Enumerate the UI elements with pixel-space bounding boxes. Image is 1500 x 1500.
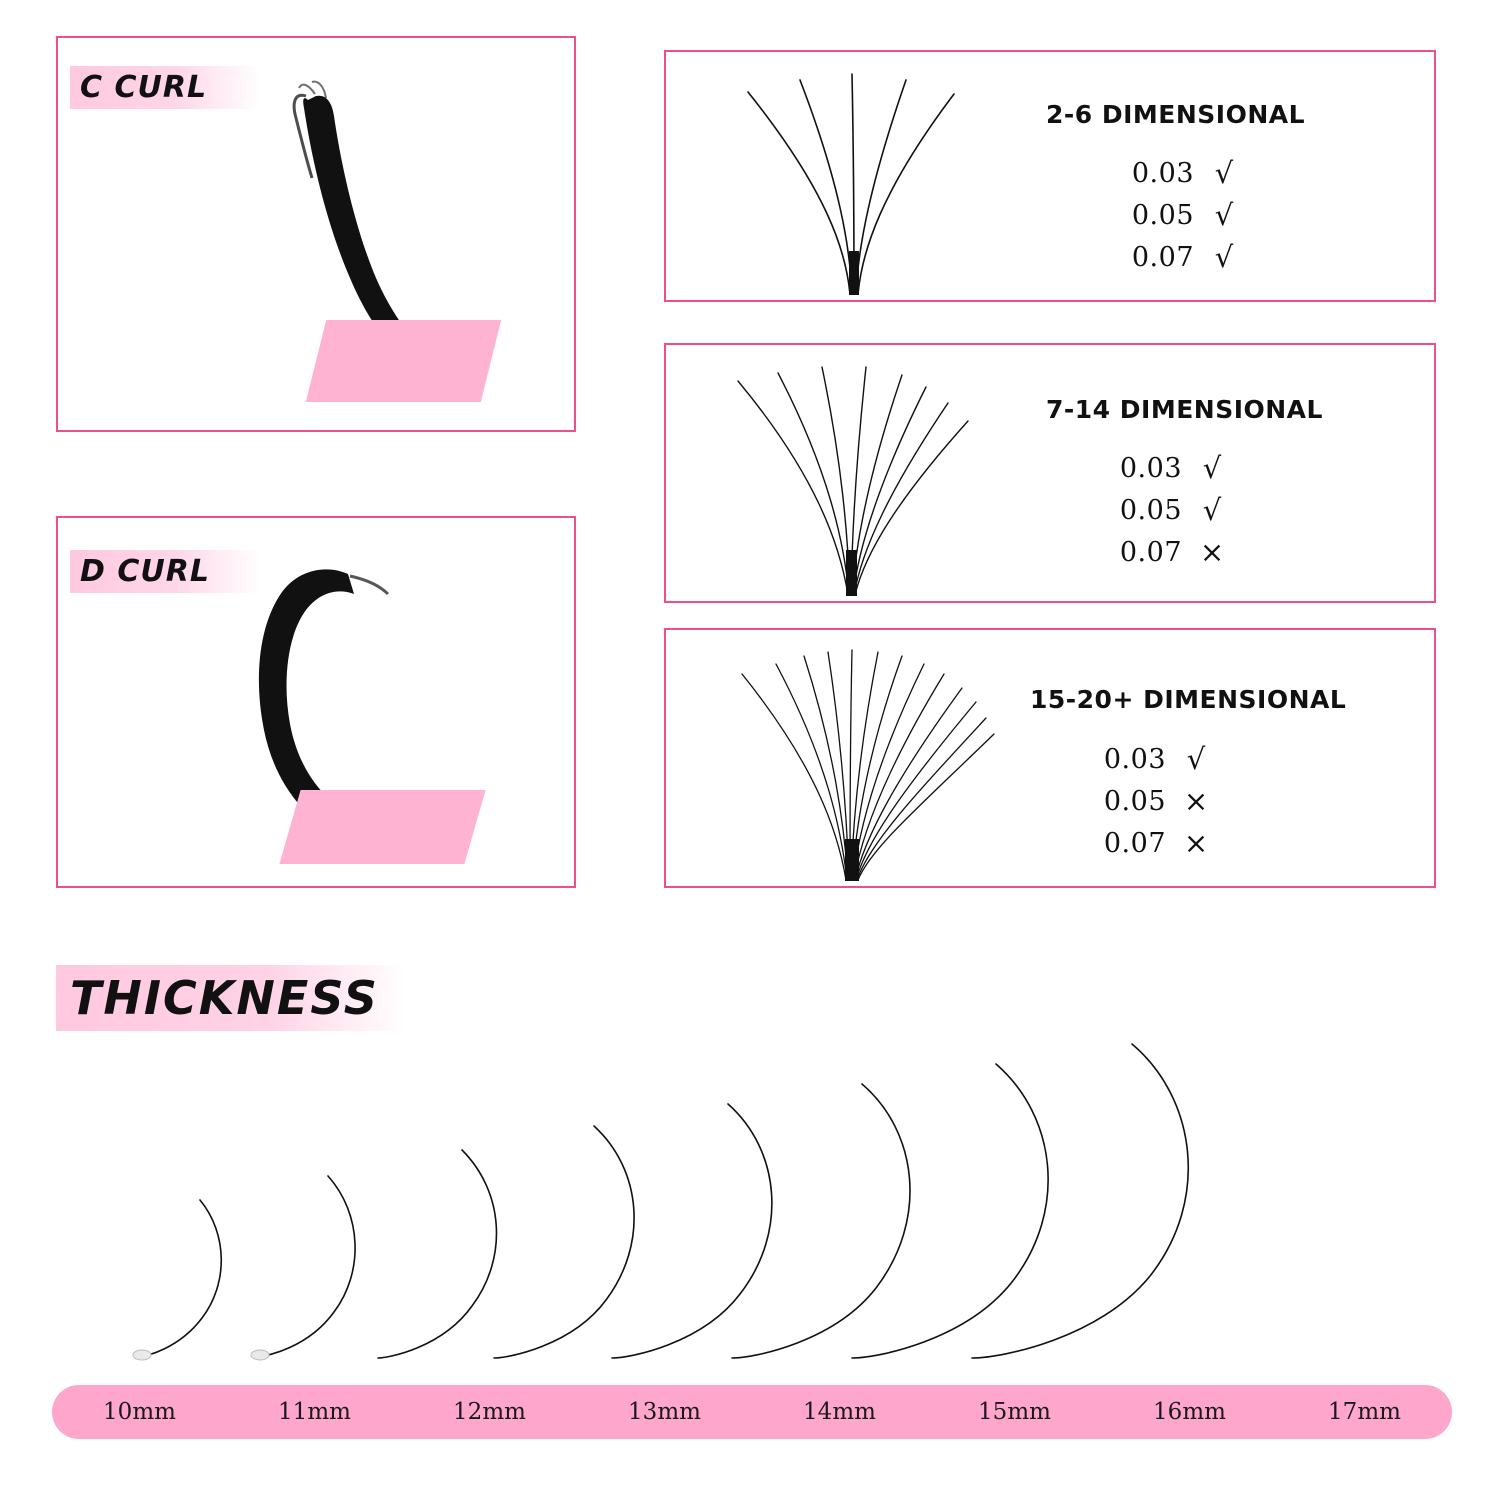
spec-thickness: 0.07 <box>1131 241 1194 273</box>
lash-length-row <box>52 1000 1452 1370</box>
spec-row <box>1102 194 1254 236</box>
c-curl-pink-card <box>306 320 501 402</box>
spec-row <box>1090 447 1242 489</box>
spec-mark: √ <box>1186 742 1206 776</box>
spec-row <box>1090 531 1242 573</box>
size-label: 10mm <box>103 1399 176 1425</box>
fan-title-15-20: 15-20+ DIMENSIONAL <box>1030 685 1347 714</box>
spec-row <box>1090 489 1242 531</box>
d-curl-label-badge <box>70 550 260 593</box>
fan-title-2-6: 2-6 DIMENSIONAL <box>1046 100 1306 129</box>
fan-panel-15-20 <box>664 628 1436 888</box>
spec-thickness: 0.05 <box>1103 785 1166 817</box>
spec-thickness: 0.03 <box>1131 157 1194 189</box>
spec-row <box>1074 822 1226 864</box>
c-curl-panel <box>56 36 576 432</box>
spec-thickness: 0.07 <box>1103 827 1166 859</box>
spec-row <box>1102 236 1254 278</box>
d-curl-panel <box>56 516 576 888</box>
spec-thickness: 0.03 <box>1119 452 1182 484</box>
fan-graphic-2-6 <box>678 52 1008 300</box>
size-label: 15mm <box>978 1399 1051 1425</box>
spec-row <box>1074 780 1226 822</box>
size-label: 11mm <box>278 1399 351 1425</box>
lash-length-curves <box>52 1000 1452 1370</box>
spec-mark: √ <box>1214 198 1234 232</box>
spec-mark: × <box>1183 784 1209 818</box>
spec-thickness: 0.07 <box>1119 536 1182 568</box>
size-label: 12mm <box>453 1399 526 1425</box>
size-label: 17mm <box>1328 1399 1401 1425</box>
spec-thickness: 0.05 <box>1131 199 1194 231</box>
fan-graphic-15-20 <box>676 630 1016 886</box>
spec-list-15-20 <box>1074 738 1226 864</box>
size-label: 16mm <box>1153 1399 1226 1425</box>
spec-list-7-14 <box>1090 447 1242 573</box>
size-label: 13mm <box>628 1399 701 1425</box>
spec-row <box>1074 738 1226 780</box>
spec-mark: √ <box>1214 240 1234 274</box>
spec-mark: √ <box>1202 451 1222 485</box>
spec-mark: × <box>1183 826 1209 860</box>
fan-title-7-14: 7-14 DIMENSIONAL <box>1046 395 1323 424</box>
spec-mark: √ <box>1202 493 1222 527</box>
fan-panel-2-6 <box>664 50 1436 302</box>
d-curl-pink-card <box>279 790 485 864</box>
spec-thickness: 0.03 <box>1103 743 1166 775</box>
fan-panel-7-14 <box>664 343 1436 603</box>
spec-mark: √ <box>1214 156 1234 190</box>
spec-mark: × <box>1199 535 1225 569</box>
size-legend-bar <box>52 1385 1452 1439</box>
d-curl-label-text: D CURL <box>80 554 210 589</box>
spec-row <box>1102 152 1254 194</box>
fan-graphic-7-14 <box>676 345 1016 601</box>
thickness-label-text: THICKNESS <box>70 971 379 1025</box>
c-curl-label-badge <box>70 66 260 109</box>
spec-thickness: 0.05 <box>1119 494 1182 526</box>
size-label: 14mm <box>803 1399 876 1425</box>
c-curl-label-text: C CURL <box>80 70 208 105</box>
spec-list-2-6 <box>1102 152 1254 278</box>
